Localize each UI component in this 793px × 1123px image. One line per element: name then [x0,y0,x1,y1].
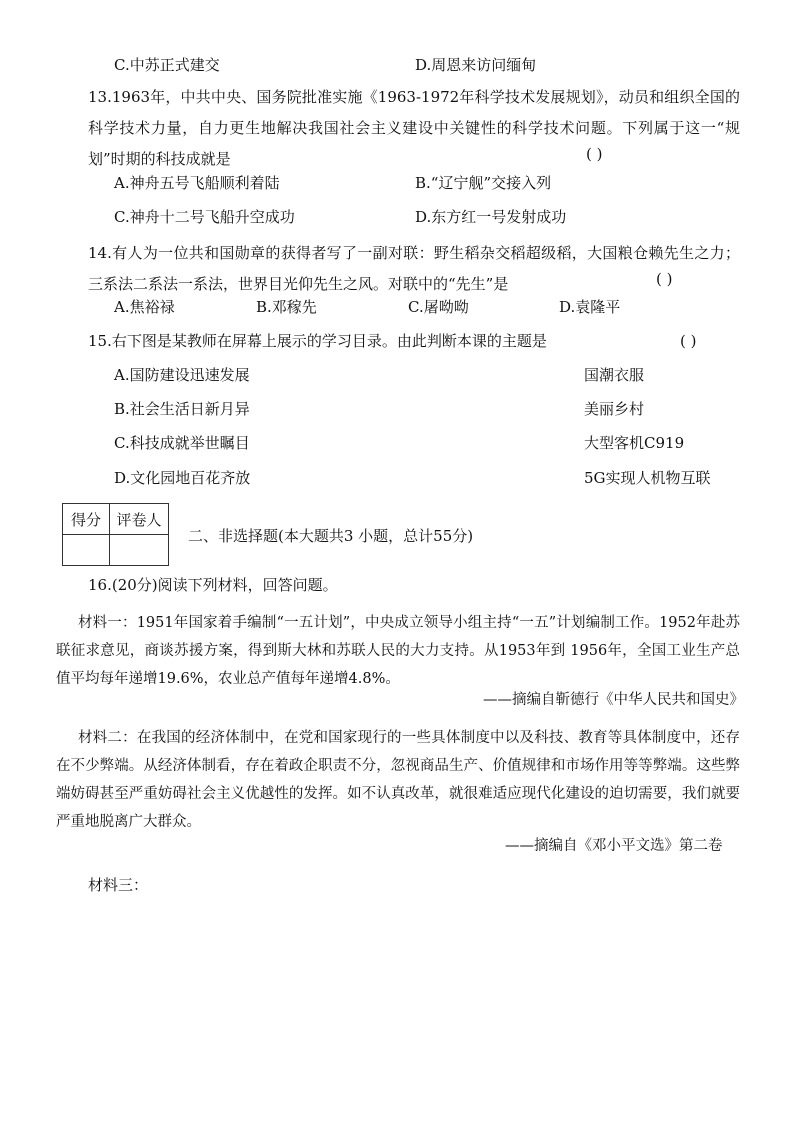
q15-catalog-item: 国潮衣服 [584,366,645,384]
q15-option-d: D.文化园地百花齐放 [114,469,251,487]
material-2-source: ——摘编自《邓小平文选》第二卷 [505,838,723,854]
score-cell[interactable] [63,535,110,566]
q13-stem-text: 13.1963年，中共中央、国务院批准实施《1963-1972年科学技术发展规划》，动员和组织全国的科学技术力量，自力更生地解决我国社会主义建设中关键性的科学技术问题。下列属于这一“规划”时期的科技成就是 [88,88,740,168]
material-2-text: 材料二：在我国的经济体制中，在党和国家现行的一些具体制度中以及科技、教育等具体制度中，还存在不少弊端。从经济体制看，存在着政企职责不分，忽视商品生产、价值规律和市场作用等等弊端。这些弊端妨碍甚至严重妨碍社会主义优越性的发挥。如不认真改革，就很难适应现代化建设的迫切需要，我们就要严重地脱离广大群众。 [56,730,740,830]
q15-catalog-item: 5G实现人机物互联 [584,469,711,487]
material-1-text: 材料一：1951年国家着手编制“一五计划”，中央成立领导小组主持“一五”计划编制工作。1952年赴苏联征求意见，商谈苏援方案，得到斯大林和苏联人民的大力支持。从1953年到 1956年，全国工业生产总值平均每年递增19.6%，农业总产值每年递增4.8%。 [56,615,740,687]
q13-answer-blank: ( ) [586,145,603,163]
q15-option-a: A.国防建设迅速发展 [114,366,250,384]
q14-option-b: B.邓稼先 [256,298,317,316]
q15-catalog-item: 美丽乡村 [584,400,645,418]
q15-option-b: B.社会生活日新月异 [114,400,250,418]
q14-answer-blank: ( ) [656,270,673,288]
grader-cell[interactable] [110,535,169,566]
q14-stem-text: 14.有人为一位共和国勋章的获得者写了一副对联：野生稻杂交稻超级稻，大国粮仓赖先生之力；三系法二系法一系法，世界目光仰先生之风。对联中的“先生”是 [88,244,740,293]
q16-stem: 16.(20分)阅读下列材料，回答问题。 [88,576,338,594]
grader-header: 评卷人 [110,504,169,535]
q14-stem [88,238,740,300]
q13-option-b: B.“辽宁舰”交接入列 [415,174,552,192]
q15-answer-blank: ( ) [680,332,697,350]
material-1 [56,609,740,693]
q15-option-c: C.科技成就举世瞩目 [114,434,250,452]
material-1-source: ——摘编自靳德行《中华人民共和国史》 [483,692,744,708]
q12-option-c: C.中苏正式建交 [114,56,220,74]
q13-option-c: C.神舟十二号飞船升空成功 [114,208,295,226]
section-title: 二、非选择题(本大题共3 小题，总计55分) [188,527,474,545]
q13-option-d: D.东方红一号发射成功 [415,208,567,226]
q15-catalog-item: 大型客机C919 [584,434,685,452]
q12-option-d: D.周恩来访问缅甸 [415,56,537,74]
material-2 [56,724,740,836]
q13-option-a: A.神舟五号飞船顺利着陆 [114,174,280,192]
q14-option-c: C.屠呦呦 [408,298,469,316]
material-3-label: 材料三： [88,876,149,894]
score-header: 得分 [63,504,110,535]
q15-stem: 15.右下图是某教师在屏幕上展示的学习目录。由此判断本课的主题是 [88,332,547,350]
q13-stem [88,82,740,175]
q14-option-a: A.焦裕禄 [114,298,175,316]
score-table [62,503,169,566]
q14-option-d: D.袁隆平 [559,298,621,316]
